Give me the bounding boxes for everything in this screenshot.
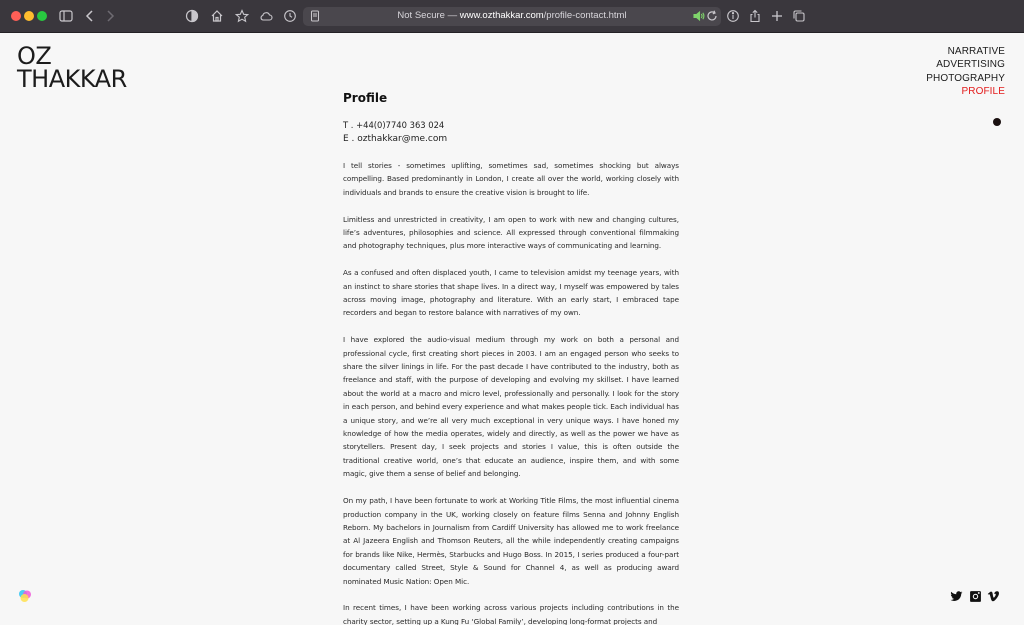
share-icon[interactable] bbox=[746, 7, 764, 25]
nav-narrative[interactable]: NARRATIVE bbox=[947, 46, 1005, 57]
forward-icon[interactable] bbox=[101, 7, 119, 25]
web-page bbox=[0, 33, 1024, 625]
url-text bbox=[303, 10, 721, 21]
menu-dot-icon[interactable] bbox=[993, 118, 1001, 126]
privacy-shield-icon[interactable] bbox=[183, 7, 201, 25]
profile-content bbox=[343, 91, 679, 625]
cloud-icon[interactable] bbox=[257, 7, 275, 25]
email-line[interactable]: E . ozthakkar@me.com bbox=[343, 133, 448, 144]
home-icon[interactable] bbox=[208, 7, 226, 25]
nav-advertising[interactable]: ADVERTISING bbox=[936, 59, 1005, 71]
nav-photography[interactable]: PHOTOGRAPHY bbox=[926, 72, 1005, 84]
reload-icon[interactable] bbox=[703, 7, 721, 25]
logo-line1: OZ bbox=[17, 42, 52, 70]
twitter-icon[interactable] bbox=[950, 588, 963, 601]
profile-paragraph: Limitless and unrestricted in creativity, I am open to work with new and changing cultures, life’s adventures, philosophies and science. All expressed through conventional filmmaking and photography techniques, plus more interactive ways of communicating and learning. bbox=[343, 214, 679, 251]
profile-paragraph: I tell stories - sometimes uplifting, sometimes sad, sometimes shocking but always compelling. Based predominantly in London, I create all over the world, working closely with individuals and brands to ensure the creative vision is brought to life. bbox=[343, 161, 679, 197]
page-title: Profile bbox=[343, 91, 388, 105]
site-logo[interactable] bbox=[17, 42, 127, 93]
profile-paragraph: On my path, I have been fortunate to work at Working Title Films, the most influential cinema production company in the UK, working closely on feature films Senna and Johnny English Reborn. My bachelors in Journalism from Cardiff University has allowed me to work freelance at Al Jazeera English and Thomson Reuters, all the while independently creating campaigns for brands like Nike, Hermès, Starbucks and Hugo Boss. In 2015, I series produced a four-part documentary called Street, Style & Sound for Channel 4, as well as producing award nominated Music Nation: Open Mic. bbox=[343, 496, 679, 586]
url-prefix: Not Secure — bbox=[397, 10, 460, 21]
nav-profile[interactable]: PROFILE bbox=[961, 85, 1005, 97]
address-bar[interactable] bbox=[303, 7, 721, 26]
contact-info bbox=[343, 119, 679, 146]
profile-paragraph: I have explored the audio-visual medium through my work on both a personal and professional cycle, first creating short pieces in 2003. I am an engaged person who seeks to share the silver linings in life. For the past decade I have contributed to the industry, both as freelance and staff, with the purpose of developing and evolving my skillset. I have learned about the world at a macro and micro level, professionally and personally. I look for the story in each person, and behind every experience and what makes people tick. Each individual has a unique story, and we’re all very much exceptional in very unique ways. I have honed my knowledge of how the media operates, widely and directly, as well as the power we have as storytellers. Present day, I seek projects and stories I value, this is often outside the traditional creative world, one’s that educate an audience, inspire them, and with some magic, give them a sense of belief and belonging. bbox=[343, 335, 679, 479]
vimeo-icon[interactable] bbox=[987, 588, 1000, 601]
back-icon[interactable] bbox=[81, 7, 99, 25]
minimize-window-button[interactable] bbox=[24, 11, 34, 21]
sidebar-icon[interactable] bbox=[57, 7, 75, 25]
logo-line2: THAKKAR bbox=[17, 65, 127, 93]
info-icon[interactable] bbox=[724, 7, 742, 25]
zoom-window-button[interactable] bbox=[37, 11, 47, 21]
url-path: /profile-contact.html bbox=[543, 10, 627, 21]
close-window-button[interactable] bbox=[11, 11, 21, 21]
instagram-icon[interactable] bbox=[969, 588, 982, 601]
star-bookmark-icon[interactable] bbox=[233, 7, 251, 25]
phone-line: T . +44(0)7740 363 024 bbox=[343, 120, 445, 130]
history-clock-icon[interactable] bbox=[281, 7, 299, 25]
profile-paragraph: In recent times, I have been working across various projects including contributions in the charity sector, setting up a Kung Fu ‘Global Family’, developing long-format projects and bbox=[343, 603, 679, 625]
new-tab-icon[interactable] bbox=[768, 7, 786, 25]
browser-toolbar bbox=[0, 0, 1024, 33]
profile-paragraph: As a confused and often displaced youth, I came to television amidst my teenage years, with an instinct to share stories that shape lives. In a direct way, I myself was empowered by tales across moving image, photography and literature. With an early start, I embraced tape recorders and began to restore balance with narratives of my own. bbox=[343, 268, 679, 318]
colorful-circles-icon[interactable] bbox=[17, 588, 33, 604]
url-host: www.ozthakkar.com bbox=[459, 10, 544, 21]
main-nav bbox=[926, 45, 1005, 98]
tab-overview-icon[interactable] bbox=[790, 7, 808, 25]
